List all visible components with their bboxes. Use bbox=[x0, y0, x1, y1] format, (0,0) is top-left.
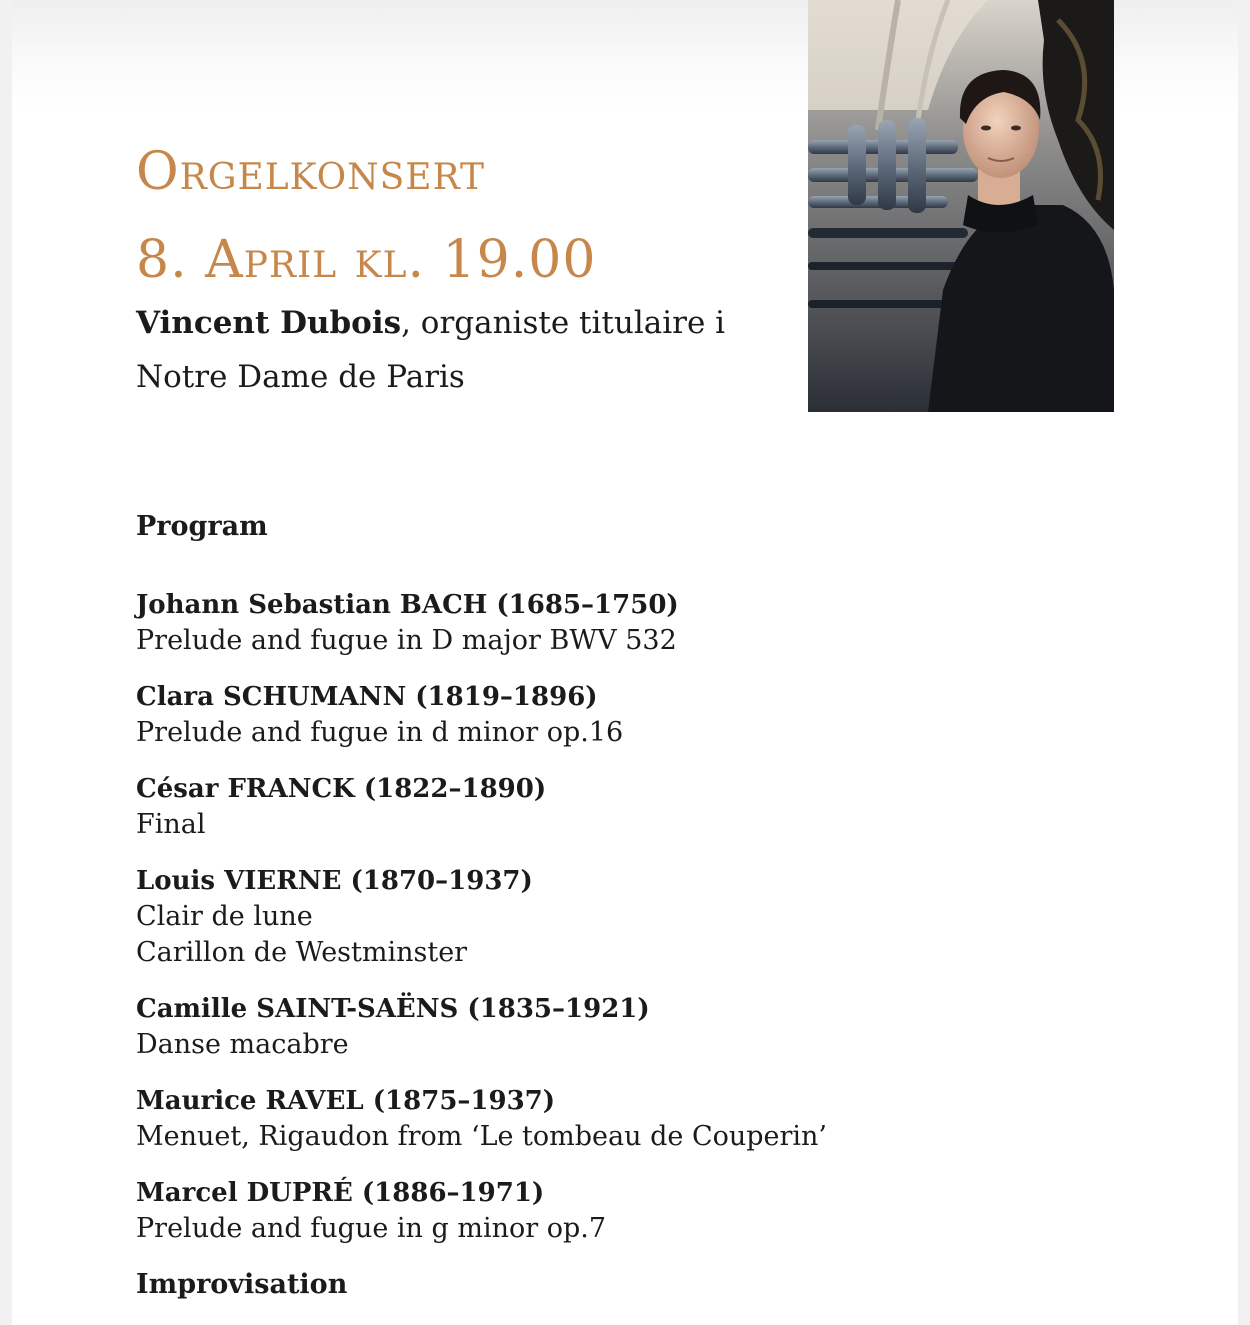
performer-info bbox=[136, 296, 756, 404]
composer-name: Clara SCHUMANN (1819–1896) bbox=[136, 682, 598, 712]
composer-name: Camille SAINT-SAËNS (1835–1921) bbox=[136, 994, 650, 1024]
concert-sheet bbox=[12, 0, 1238, 1325]
work-title: Clair de lune bbox=[136, 901, 313, 932]
program-closing: Improvisation bbox=[136, 1269, 348, 1300]
program-entry bbox=[136, 587, 1036, 659]
work-title: Menuet, Rigaudon from ‘Le tombeau de Couperin’ bbox=[136, 1121, 828, 1152]
program-entry bbox=[136, 991, 1036, 1063]
work-title: Carillon de Westminster bbox=[136, 937, 468, 968]
work-title: Danse macabre bbox=[136, 1029, 349, 1060]
composer-name: Louis VIERNE (1870–1937) bbox=[136, 866, 533, 896]
performer-venue: Notre Dame de Paris bbox=[136, 359, 465, 395]
composer-name: César FRANCK (1822–1890) bbox=[136, 774, 547, 804]
program-entry bbox=[136, 679, 1036, 751]
work-title: Final bbox=[136, 809, 206, 840]
composer-name: Marcel DUPRÉ (1886–1971) bbox=[136, 1178, 545, 1208]
program-heading: Program bbox=[136, 511, 268, 542]
performer-photo bbox=[808, 0, 1114, 412]
work-title: Prelude and fugue in D major BWV 532 bbox=[136, 625, 677, 656]
title-line-event: Orgelkonsert bbox=[136, 142, 486, 202]
composer-name: Maurice RAVEL (1875–1937) bbox=[136, 1086, 556, 1116]
performer-name: Vincent Dubois bbox=[136, 305, 402, 341]
performer-role: , organiste titulaire i bbox=[401, 305, 726, 341]
program-entry bbox=[136, 1083, 1036, 1155]
work-title: Prelude and fugue in d minor op.16 bbox=[136, 717, 624, 748]
program-entry bbox=[136, 863, 1036, 971]
program-entry bbox=[136, 771, 1036, 843]
program-section bbox=[136, 505, 1036, 1303]
title-line-date: 8. April kl. 19.00 bbox=[136, 230, 597, 290]
work-title: Prelude and fugue in g minor op.7 bbox=[136, 1213, 607, 1244]
concert-title bbox=[136, 128, 596, 304]
program-entry bbox=[136, 1175, 1036, 1247]
composer-name: Johann Sebastian BACH (1685–1750) bbox=[136, 590, 679, 620]
portrait-photo-image bbox=[808, 0, 1114, 412]
